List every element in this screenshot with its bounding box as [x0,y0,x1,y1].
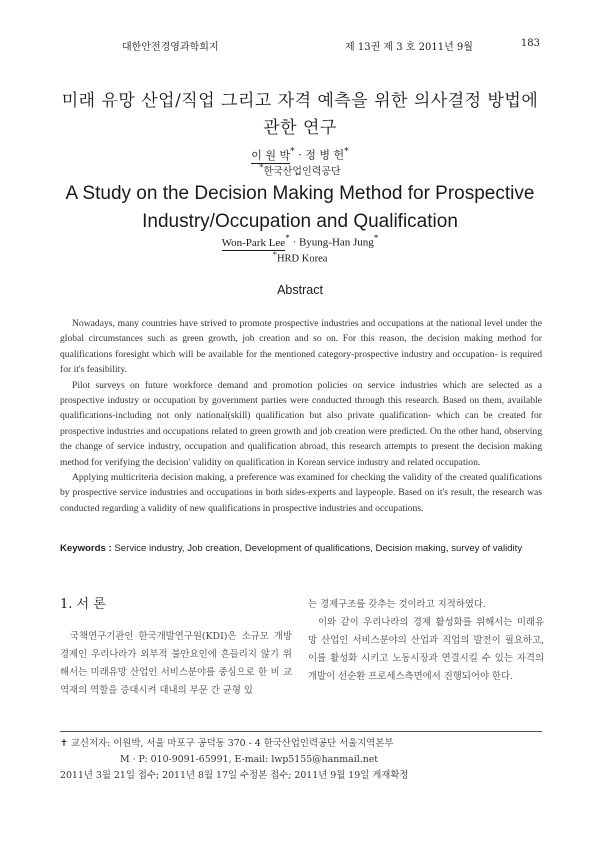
running-header [60,38,540,54]
english-title [40,180,560,236]
keywords-label: Keywords : [60,543,112,554]
corresponding-author: ✝ 교신저자: 이원박, 서울 마포구 공덕동 370 - 4 한국산업인력공단 서울지역본부 [60,738,394,749]
author-separator: · [298,148,302,162]
korean-authors: 이 원 박* · 정 병 헌* [251,146,349,162]
english-authors: Won-Park Lee* · Byung-Han Jung* [221,233,379,249]
keywords-list: Service industry, Job creation, Development of qualifications, Decision making, survey of validity [114,543,523,554]
intro-right-column [308,596,544,686]
footnotes [60,736,542,784]
intro-paragraph: 국책연구기관인 한국개발연구원(KDI)은 소규모 개방경제인 우리나라가 외부적 불안요인에 흔들리지 않기 위해서는 미래유망 산업인 서비스분야를 중심으로 한 비 교역재의 역할을 증대시켜 대내의 부문 간 균형 있 [60,631,292,696]
issue-info: 제 13권 제 3 호 2011년 9월 [345,42,473,53]
keywords [60,543,550,554]
abstract-paragraph: Nowadays, many countries have strived to promote prospective industries and occupations at the national level under the global circumstances such as green growth, job creation and so on. For this reason, the decision making method for qualifications foresight which will be available for the mentioned category-prospective industry and occupation- is required for it's feasibility. [60,318,542,376]
footnote-divider [60,731,542,732]
journal-name: 대한안전경영과학회지 [122,42,219,53]
english-title-line1: A Study on the Decision Making Method for Prospective [65,183,535,204]
intro-continuation: 는 경제구조를 갖추는 것이라고 지적하였다. [308,599,486,610]
korean-title-line1: 미래 유망 산업/직업 그리고 자격 예측을 위한 의사결정 방법에 [61,91,539,111]
abstract-paragraph: Applying multicriteria decision making, a preference was examined for checking the validity of the created qualifications by prospective service industries and occupations in both sides-experts and laypeople. Based on it's result, the research was conducted regarding a validity of new qualifications in prospective industries and occupations. [60,472,542,514]
abstract-heading: Abstract [277,283,323,297]
english-author-1: Won-Park Lee [221,236,286,249]
abstract-paragraph: Pilot surveys on future workforce demand and promotion policies on service industries which are selected as a prospective industry or occupation by government parties were conducted through this research. Based on them, available qualifications-including not only national(skill) qualification but also private qualification- which can be created for prospective industries and occupations related to green growth and job creation were predicted. On the other hand, observing the change of service industry, occupation and qualification abroad, this research attempts to present the decision making method for verifying the decision' validity on qualification in Korean service industry and related occupation. [60,379,542,468]
section-heading: 1. 서 론 [60,597,106,612]
page-number: 183 [520,38,540,49]
korean-affiliation: *한국산업인력공단 [259,162,341,178]
intro-left-column [60,596,292,700]
dagger-icon: ✝ [60,738,68,749]
korean-author-2: 정 병 헌 [305,148,345,162]
korean-title-line2: 관한 연구 [263,118,337,138]
abstract-body [60,316,542,516]
korean-title [40,88,560,142]
submission-dates: 2011년 3월 21일 접수; 2011년 8월 17일 수정본 접수; 2011년 9월 19일 게재확정 [60,770,409,781]
english-affiliation: *HRD Korea [272,249,328,265]
intro-paragraph: 이와 같이 우리나라의 경제 활성화를 위해서는 미래유망 산업인 서비스분야의 산업과 직업의 발전이 필요하고, 이를 활성화 시키고 노동시장과 연결시킬 수 있는 자격의 개발이 선순환 프로세스측면에서 진행되어야 한다. [308,617,544,682]
korean-author-1: 이 원 박 [251,148,291,162]
english-title-line2: Industry/Occupation and Qualification [142,211,458,232]
contact-info: M · P: 010-9091-65991, E-mail: lwp5155@hanmail.net [120,754,379,765]
english-author-2: Byung-Han Jung [298,236,374,249]
